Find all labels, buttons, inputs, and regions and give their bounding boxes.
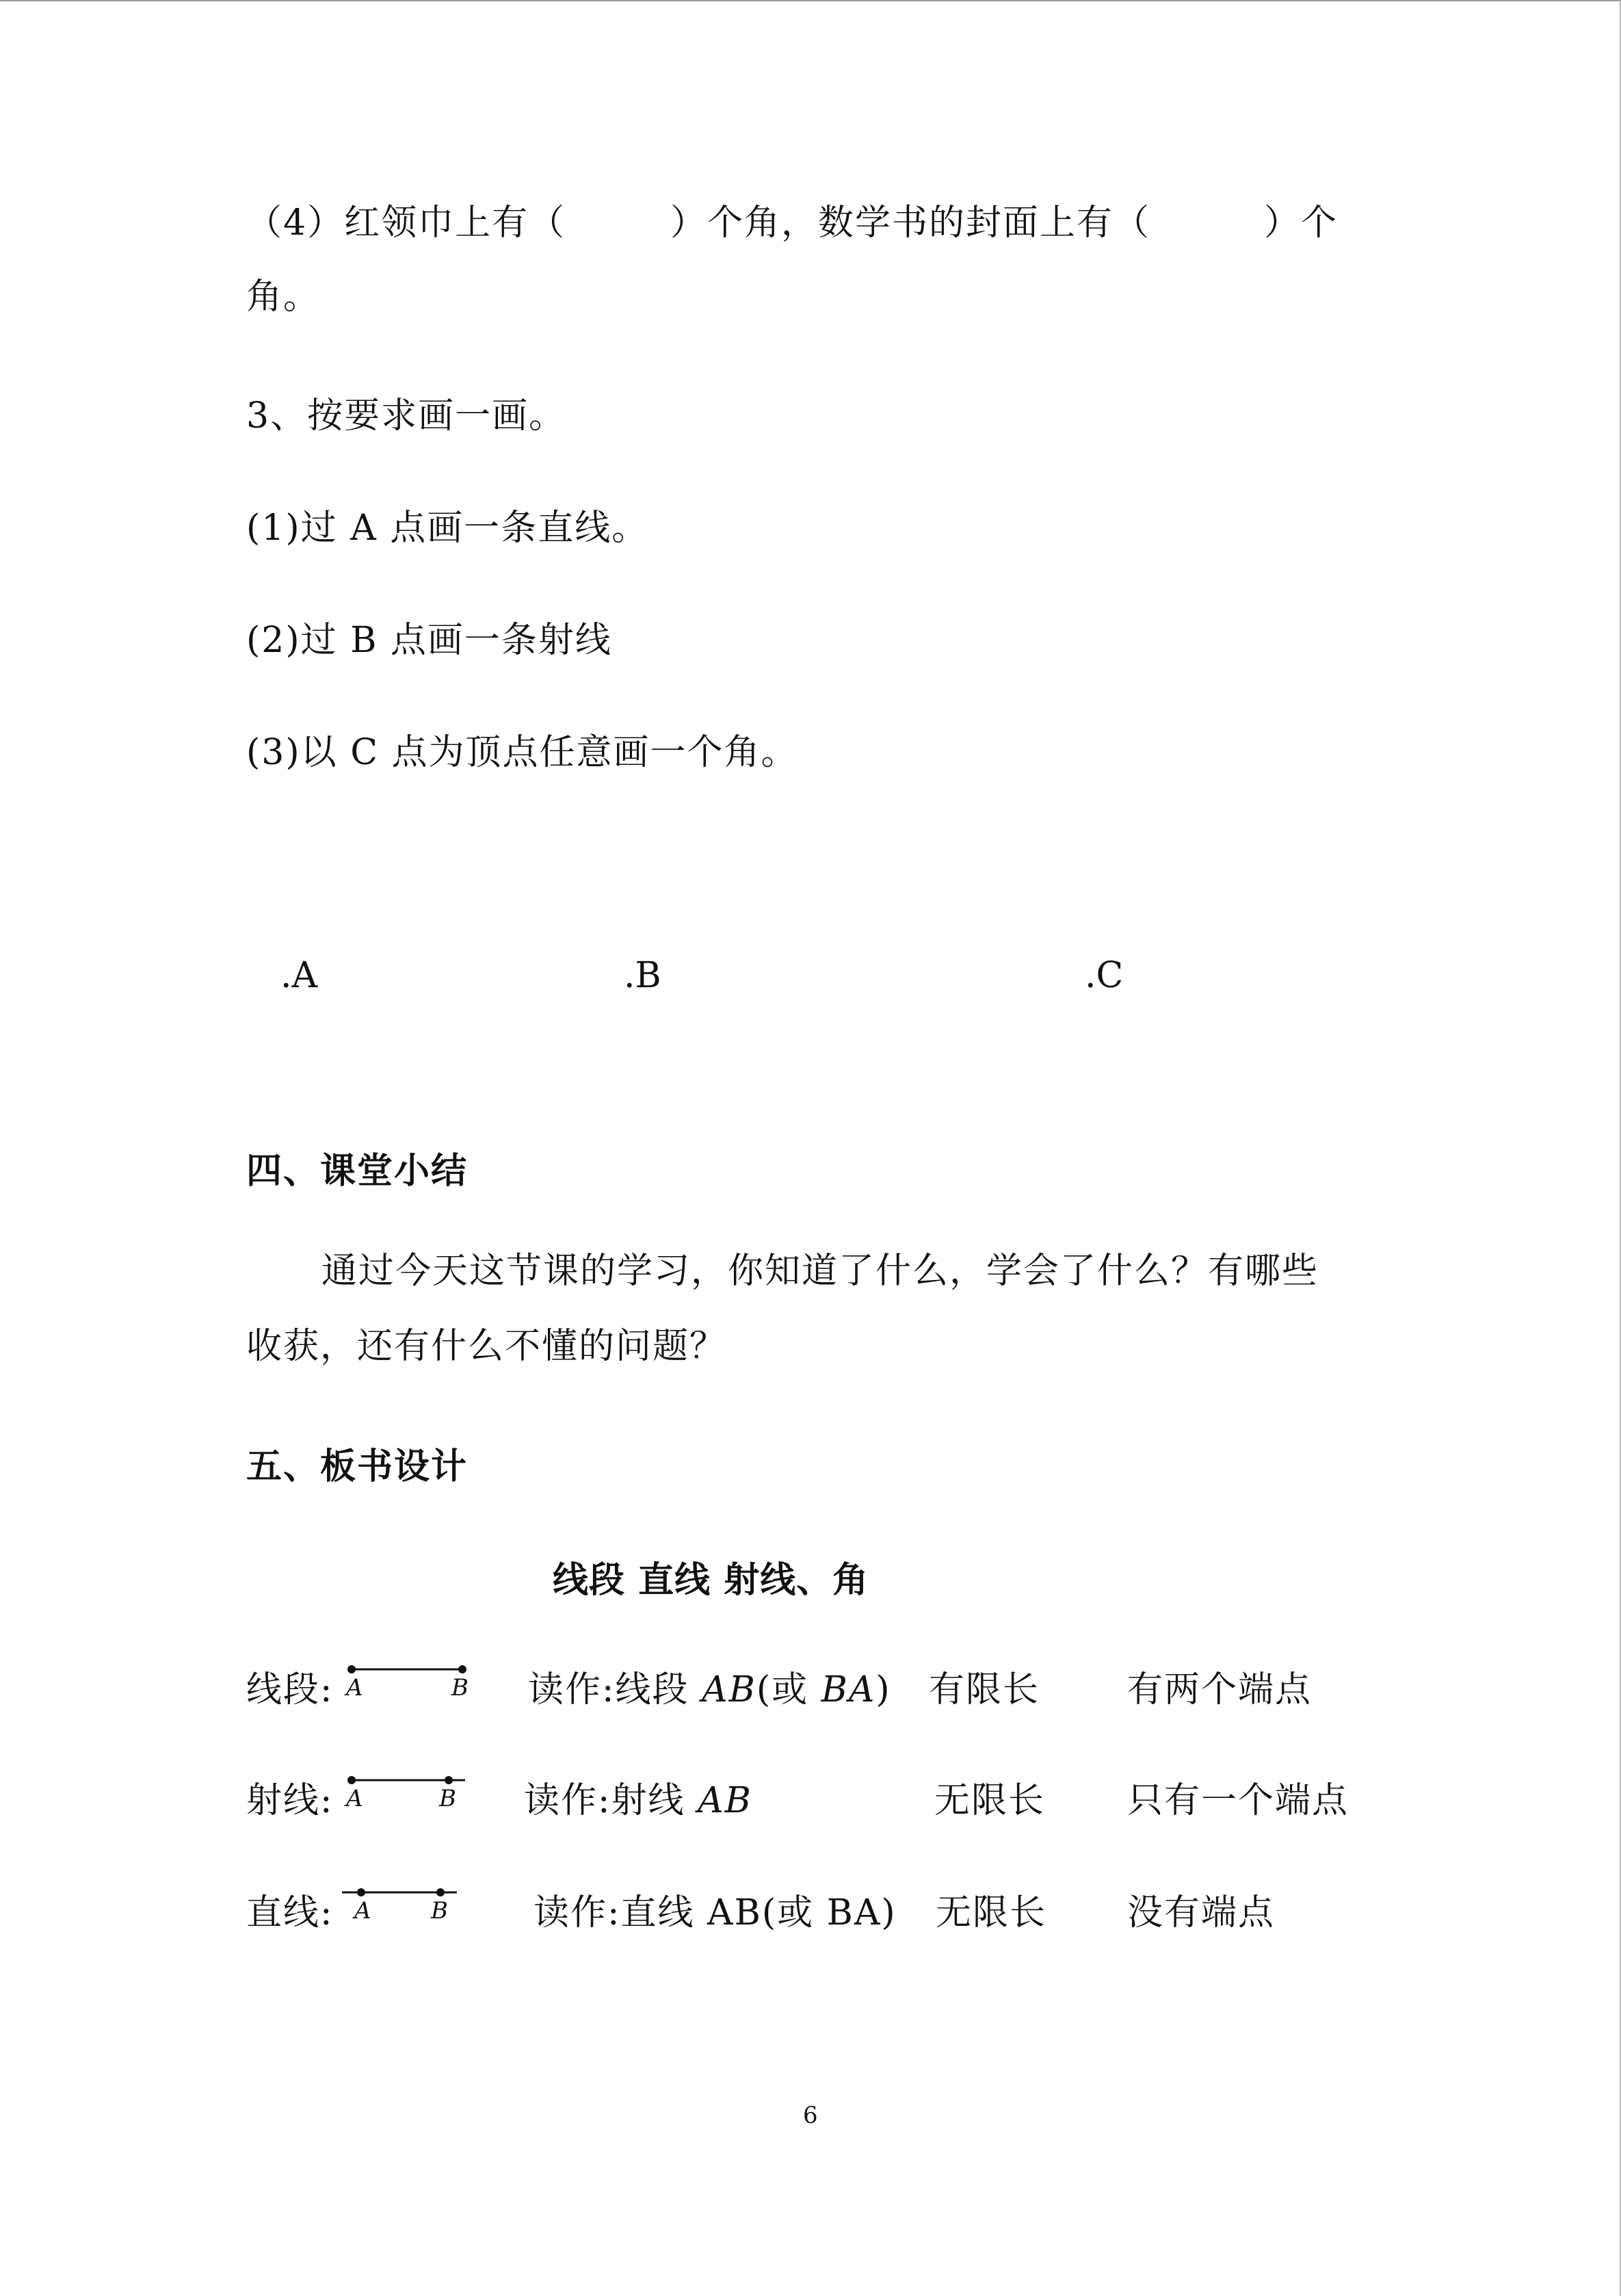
top-border: [0, 0, 1621, 1]
point-b: .B: [624, 955, 661, 996]
line-endpoints: 没有端点: [1127, 1892, 1276, 1933]
segment-reading-math2: BA: [821, 1669, 876, 1710]
page-number: 6: [803, 2102, 818, 2129]
q4-text-line2: 角。: [246, 276, 321, 317]
line-figure: [342, 1877, 479, 1925]
segment-length: 有限长: [929, 1669, 1040, 1710]
segment-reading-math: AB: [702, 1669, 756, 1710]
line-length: 无限长: [936, 1892, 1047, 1933]
line-row-name: 直线:: [246, 1892, 334, 1933]
q4-text-a: （4）红领巾上有（: [246, 203, 566, 244]
ray-reading-math: AB: [698, 1780, 752, 1821]
board-heading: 五、板书设计: [246, 1446, 469, 1487]
line-label-a: A: [354, 1897, 371, 1925]
segment-reading-suffix: (或: [756, 1669, 821, 1710]
summary-heading: 四、课堂小结: [246, 1150, 469, 1192]
segment-label-b: B: [451, 1674, 469, 1701]
q4-text-b: ）个角，数学书的封面上有（: [670, 203, 1151, 244]
point-a: .A: [280, 955, 318, 996]
q3-title: 3、按要求画一画。: [246, 395, 566, 436]
segment-endpoint-b: [458, 1665, 466, 1673]
ray-figure: [342, 1766, 479, 1814]
line-reading: 读作:直线 AB(或 BA): [533, 1892, 897, 1933]
ray-point-b: [445, 1776, 453, 1784]
ray-label-a: A: [346, 1785, 363, 1812]
segment-row-name: 线段:: [246, 1669, 334, 1710]
q4-text-c: ）个: [1264, 203, 1339, 244]
ray-row-name: 射线:: [246, 1780, 334, 1821]
ray-endpoints: 只有一个端点: [1127, 1780, 1349, 1821]
line-point-a: [357, 1888, 365, 1896]
segment-endpoints: 有两个端点: [1127, 1669, 1313, 1710]
ray-length: 无限长: [934, 1780, 1046, 1821]
segment-reading-prefix: 读作:线段: [528, 1669, 702, 1710]
segment-reading-end: ): [875, 1669, 891, 1710]
q3-item-3: (3)以 C 点为顶点任意画一个角。: [246, 732, 798, 773]
line-label-b: B: [431, 1897, 448, 1925]
ray-label-b: B: [439, 1785, 456, 1812]
ray-reading: [524, 1780, 752, 1821]
board-title: 线段 直线 射线、角: [553, 1559, 869, 1601]
segment-label-a: A: [346, 1674, 363, 1701]
line-point-b: [436, 1888, 445, 1896]
q3-item-1: (1)过 A 点画一条直线。: [246, 508, 649, 549]
q3-item-2: (2)过 B 点画一条射线: [246, 620, 612, 661]
point-c: .C: [1085, 955, 1124, 996]
segment-endpoint-a: [347, 1665, 356, 1673]
segment-reading: [528, 1669, 891, 1710]
segment-figure: [342, 1656, 479, 1704]
ray-endpoint-a: [347, 1776, 356, 1784]
ray-reading-prefix: 读作:射线: [524, 1780, 698, 1821]
summary-paragraph-line1: 通过今天这节课的学习，你知道了什么，学会了什么？有哪些: [321, 1251, 1319, 1292]
summary-paragraph-line2: 收获，还有什么不懂的问题？: [246, 1326, 727, 1367]
